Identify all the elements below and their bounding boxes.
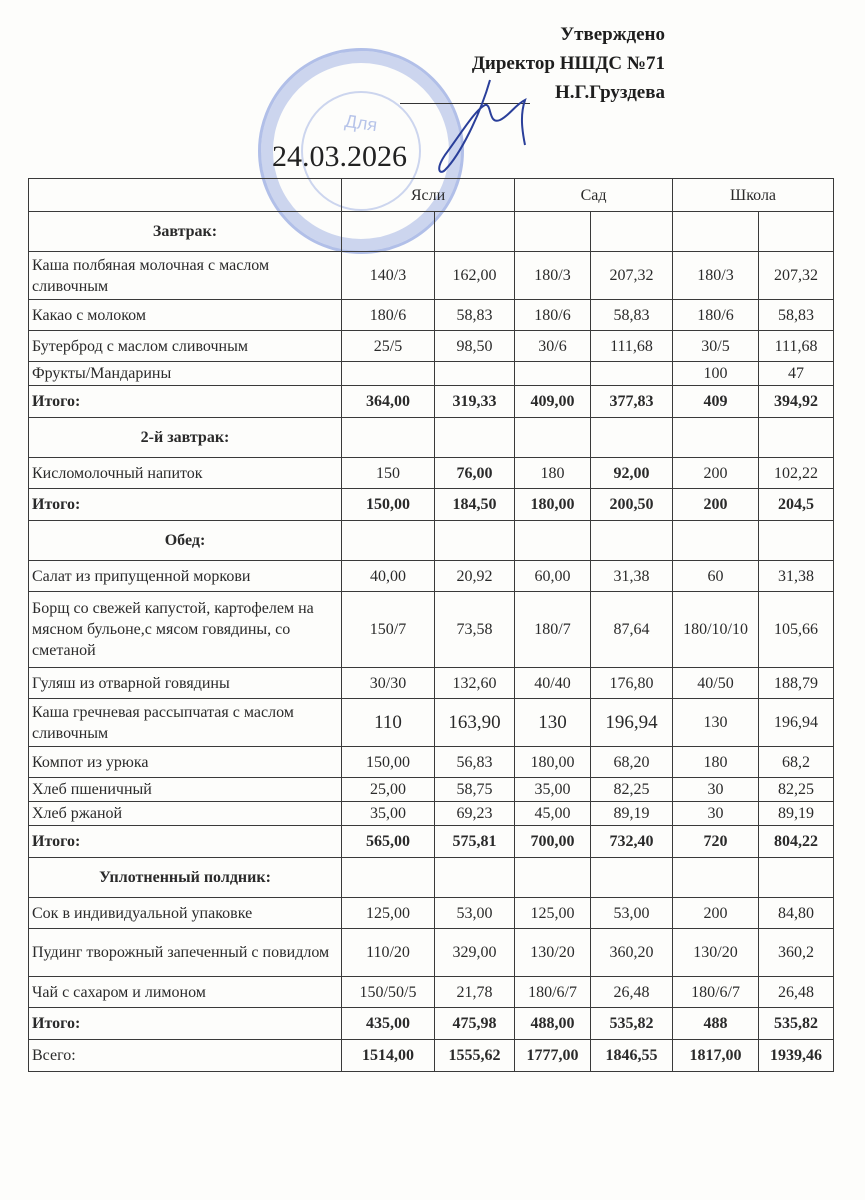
dish-name: Компот из урюка: [29, 747, 342, 778]
dish-value: 45,00: [515, 802, 591, 826]
dish-value: [342, 362, 435, 386]
dish-value: 100: [673, 362, 759, 386]
dish-value: 26,48: [759, 977, 834, 1008]
section-title: Завтрак:: [29, 212, 342, 252]
total-value: 394,92: [759, 386, 834, 418]
dish-value: 20,92: [435, 561, 515, 592]
dish-value: 180/7: [515, 592, 591, 668]
dish-value: 60: [673, 561, 759, 592]
table-row: [29, 747, 834, 778]
dish-value: 68,20: [591, 747, 673, 778]
dish-value: 196,94: [591, 699, 673, 747]
dish-value: 180/3: [515, 252, 591, 300]
empty-cell: [342, 521, 435, 561]
dish-value: 180/6: [673, 300, 759, 331]
table-row: [29, 252, 834, 300]
group-header-1: Сад: [515, 179, 673, 212]
empty-cell: [435, 418, 515, 458]
dish-value: 31,38: [591, 561, 673, 592]
total-value: 732,40: [591, 826, 673, 858]
grand-total-value: 1555,62: [435, 1040, 515, 1072]
director-name: Н.Г.Груздева: [554, 82, 665, 103]
total-value: 200,50: [591, 489, 673, 521]
dish-value: 180/6: [342, 300, 435, 331]
dish-value: 53,00: [591, 898, 673, 929]
table-row: [29, 977, 834, 1008]
total-value: 184,50: [435, 489, 515, 521]
table-row: [29, 300, 834, 331]
empty-cell: [673, 521, 759, 561]
empty-cell: [515, 858, 591, 898]
total-value: 180,00: [515, 489, 591, 521]
dish-value: 58,83: [591, 300, 673, 331]
dish-value: 132,60: [435, 668, 515, 699]
empty-cell: [435, 212, 515, 252]
dish-value: 110: [342, 699, 435, 747]
section-total-row: [29, 386, 834, 418]
total-value: 319,33: [435, 386, 515, 418]
section-header-row: [29, 521, 834, 561]
dish-value: 130/20: [515, 929, 591, 977]
empty-cell: [342, 858, 435, 898]
dish-value: 180/6/7: [515, 977, 591, 1008]
dish-value: 98,50: [435, 331, 515, 362]
menu-date: 24.03.2026: [272, 140, 407, 173]
dish-value: 207,32: [759, 252, 834, 300]
grand-total-label: Всего:: [29, 1040, 342, 1072]
dish-name: Хлеб пшеничный: [29, 778, 342, 802]
table-row: [29, 929, 834, 977]
dish-value: 180: [673, 747, 759, 778]
dish-value: 87,64: [591, 592, 673, 668]
table-row: [29, 898, 834, 929]
dish-value: 150,00: [342, 747, 435, 778]
dish-name: Гуляш из отварной говядины: [29, 668, 342, 699]
signature-icon: [430, 75, 550, 175]
empty-cell: [673, 418, 759, 458]
section-header-row: [29, 858, 834, 898]
dish-value: 26,48: [591, 977, 673, 1008]
grand-total-value: 1777,00: [515, 1040, 591, 1072]
dish-name: Фрукты/Мандарины: [29, 362, 342, 386]
total-value: 475,98: [435, 1008, 515, 1040]
section-title: Уплотненный полдник:: [29, 858, 342, 898]
total-value: 488,00: [515, 1008, 591, 1040]
empty-cell: [673, 212, 759, 252]
empty-cell: [515, 418, 591, 458]
dish-value: 35,00: [342, 802, 435, 826]
dish-value: 30: [673, 802, 759, 826]
dish-value: 53,00: [435, 898, 515, 929]
total-label: Итого:: [29, 826, 342, 858]
total-value: 720: [673, 826, 759, 858]
dish-name: Каша полбяная молочная с маслом сливочным: [29, 252, 342, 300]
dish-value: 25,00: [342, 778, 435, 802]
section-total-row: [29, 826, 834, 858]
total-value: 700,00: [515, 826, 591, 858]
empty-cell: [591, 858, 673, 898]
dish-name: Кисломолочный напиток: [29, 458, 342, 489]
dish-value: 84,80: [759, 898, 834, 929]
empty-cell: [342, 212, 435, 252]
dish-name: Хлеб ржаной: [29, 802, 342, 826]
dish-value: 40/50: [673, 668, 759, 699]
section-title: 2-й завтрак:: [29, 418, 342, 458]
dish-name: Какао с молоком: [29, 300, 342, 331]
total-value: 488: [673, 1008, 759, 1040]
dish-value: 360,2: [759, 929, 834, 977]
total-value: 200: [673, 489, 759, 521]
dish-value: 30/5: [673, 331, 759, 362]
dish-value: 30/6: [515, 331, 591, 362]
total-value: 409,00: [515, 386, 591, 418]
table-row: [29, 561, 834, 592]
empty-cell: [435, 858, 515, 898]
dish-value: 329,00: [435, 929, 515, 977]
section-total-row: [29, 1008, 834, 1040]
dish-value: 130: [673, 699, 759, 747]
dish-value: 176,80: [591, 668, 673, 699]
grand-total-value: 1846,55: [591, 1040, 673, 1072]
section-title: Обед:: [29, 521, 342, 561]
dish-value: 58,83: [759, 300, 834, 331]
table-row: [29, 331, 834, 362]
total-label: Итого:: [29, 1008, 342, 1040]
empty-cell: [591, 521, 673, 561]
dish-value: 40/40: [515, 668, 591, 699]
dish-value: 150/7: [342, 592, 435, 668]
total-value: 204,5: [759, 489, 834, 521]
dish-value: 360,20: [591, 929, 673, 977]
dish-value: 180/10/10: [673, 592, 759, 668]
menu-table: [28, 178, 834, 1072]
grand-total-value: 1939,46: [759, 1040, 834, 1072]
dish-value: 111,68: [759, 331, 834, 362]
dish-value: 180/6: [515, 300, 591, 331]
dish-value: 76,00: [435, 458, 515, 489]
dish-value: 69,23: [435, 802, 515, 826]
empty-cell: [342, 418, 435, 458]
empty-cell: [759, 521, 834, 561]
dish-value: 111,68: [591, 331, 673, 362]
dish-value: 68,2: [759, 747, 834, 778]
grand-total-row: [29, 1040, 834, 1072]
dish-value: 105,66: [759, 592, 834, 668]
empty-cell: [591, 418, 673, 458]
dish-value: 82,25: [759, 778, 834, 802]
dish-value: 125,00: [515, 898, 591, 929]
dish-value: 56,83: [435, 747, 515, 778]
dish-value: 196,94: [759, 699, 834, 747]
table-row: [29, 778, 834, 802]
dish-name: Каша гречневая рассыпчатая с маслом сливочным: [29, 699, 342, 747]
total-value: 804,22: [759, 826, 834, 858]
dish-name: Сок в индивидуальной упаковке: [29, 898, 342, 929]
dish-value: 30: [673, 778, 759, 802]
empty-cell: [515, 521, 591, 561]
empty-cell: [515, 212, 591, 252]
dish-name: Салат из припущенной моркови: [29, 561, 342, 592]
total-value: 409: [673, 386, 759, 418]
total-value: 377,83: [591, 386, 673, 418]
dish-value: 130: [515, 699, 591, 747]
dish-value: 188,79: [759, 668, 834, 699]
dish-value: 35,00: [515, 778, 591, 802]
dish-value: 89,19: [759, 802, 834, 826]
empty-cell: [435, 521, 515, 561]
dish-value: 30/30: [342, 668, 435, 699]
section-header-row: [29, 212, 834, 252]
empty-cell: [759, 858, 834, 898]
dish-value: 92,00: [591, 458, 673, 489]
group-header-row: [29, 179, 834, 212]
grand-total-value: 1817,00: [673, 1040, 759, 1072]
dish-value: [515, 362, 591, 386]
dish-value: 140/3: [342, 252, 435, 300]
total-value: 435,00: [342, 1008, 435, 1040]
dish-value: 163,90: [435, 699, 515, 747]
dish-value: 130/20: [673, 929, 759, 977]
dish-name: Пудинг творожный запеченный с повидлом: [29, 929, 342, 977]
grand-total-value: 1514,00: [342, 1040, 435, 1072]
dish-value: 102,22: [759, 458, 834, 489]
dish-name: Чай с сахаром и лимоном: [29, 977, 342, 1008]
table-row: [29, 458, 834, 489]
dish-value: 58,83: [435, 300, 515, 331]
total-value: 535,82: [591, 1008, 673, 1040]
empty-cell: [591, 212, 673, 252]
dish-value: 82,25: [591, 778, 673, 802]
dish-value: [435, 362, 515, 386]
dish-value: 21,78: [435, 977, 515, 1008]
dish-value: 47: [759, 362, 834, 386]
dish-value: 60,00: [515, 561, 591, 592]
total-label: Итого:: [29, 489, 342, 521]
empty-cell: [759, 212, 834, 252]
dish-value: 58,75: [435, 778, 515, 802]
total-value: 535,82: [759, 1008, 834, 1040]
dish-name: Бутерброд с маслом сливочным: [29, 331, 342, 362]
group-header-2: Школа: [673, 179, 834, 212]
director-line: Директор НШДС №71: [471, 53, 665, 74]
group-header-0: Ясли: [342, 179, 515, 212]
table-row: [29, 802, 834, 826]
table-row: [29, 668, 834, 699]
dish-value: 89,19: [591, 802, 673, 826]
approval-title: Утверждено: [560, 24, 665, 45]
dish-name: Борщ со свежей капустой, картофелем на мясном бульоне,с мясом говядины, со сметаной: [29, 592, 342, 668]
dish-value: 25/5: [342, 331, 435, 362]
total-value: 150,00: [342, 489, 435, 521]
dish-value: 150: [342, 458, 435, 489]
section-total-row: [29, 489, 834, 521]
dish-value: 40,00: [342, 561, 435, 592]
dish-value: 200: [673, 458, 759, 489]
total-value: 565,00: [342, 826, 435, 858]
dish-value: 162,00: [435, 252, 515, 300]
stamp-text: Для: [343, 110, 379, 136]
table-row: [29, 362, 834, 386]
dish-value: 180: [515, 458, 591, 489]
dish-value: 73,58: [435, 592, 515, 668]
dish-value: 110/20: [342, 929, 435, 977]
dish-value: 180/3: [673, 252, 759, 300]
total-value: 364,00: [342, 386, 435, 418]
dish-value: 207,32: [591, 252, 673, 300]
dish-value: 31,38: [759, 561, 834, 592]
total-label: Итого:: [29, 386, 342, 418]
table-row: [29, 592, 834, 668]
empty-cell: [759, 418, 834, 458]
empty-cell: [673, 858, 759, 898]
dish-value: 125,00: [342, 898, 435, 929]
section-header-row: [29, 418, 834, 458]
dish-value: 150/50/5: [342, 977, 435, 1008]
empty-header-cell: [29, 179, 342, 212]
dish-value: 180/6/7: [673, 977, 759, 1008]
dish-value: [591, 362, 673, 386]
dish-value: 180,00: [515, 747, 591, 778]
table-row: [29, 699, 834, 747]
total-value: 575,81: [435, 826, 515, 858]
dish-value: 200: [673, 898, 759, 929]
